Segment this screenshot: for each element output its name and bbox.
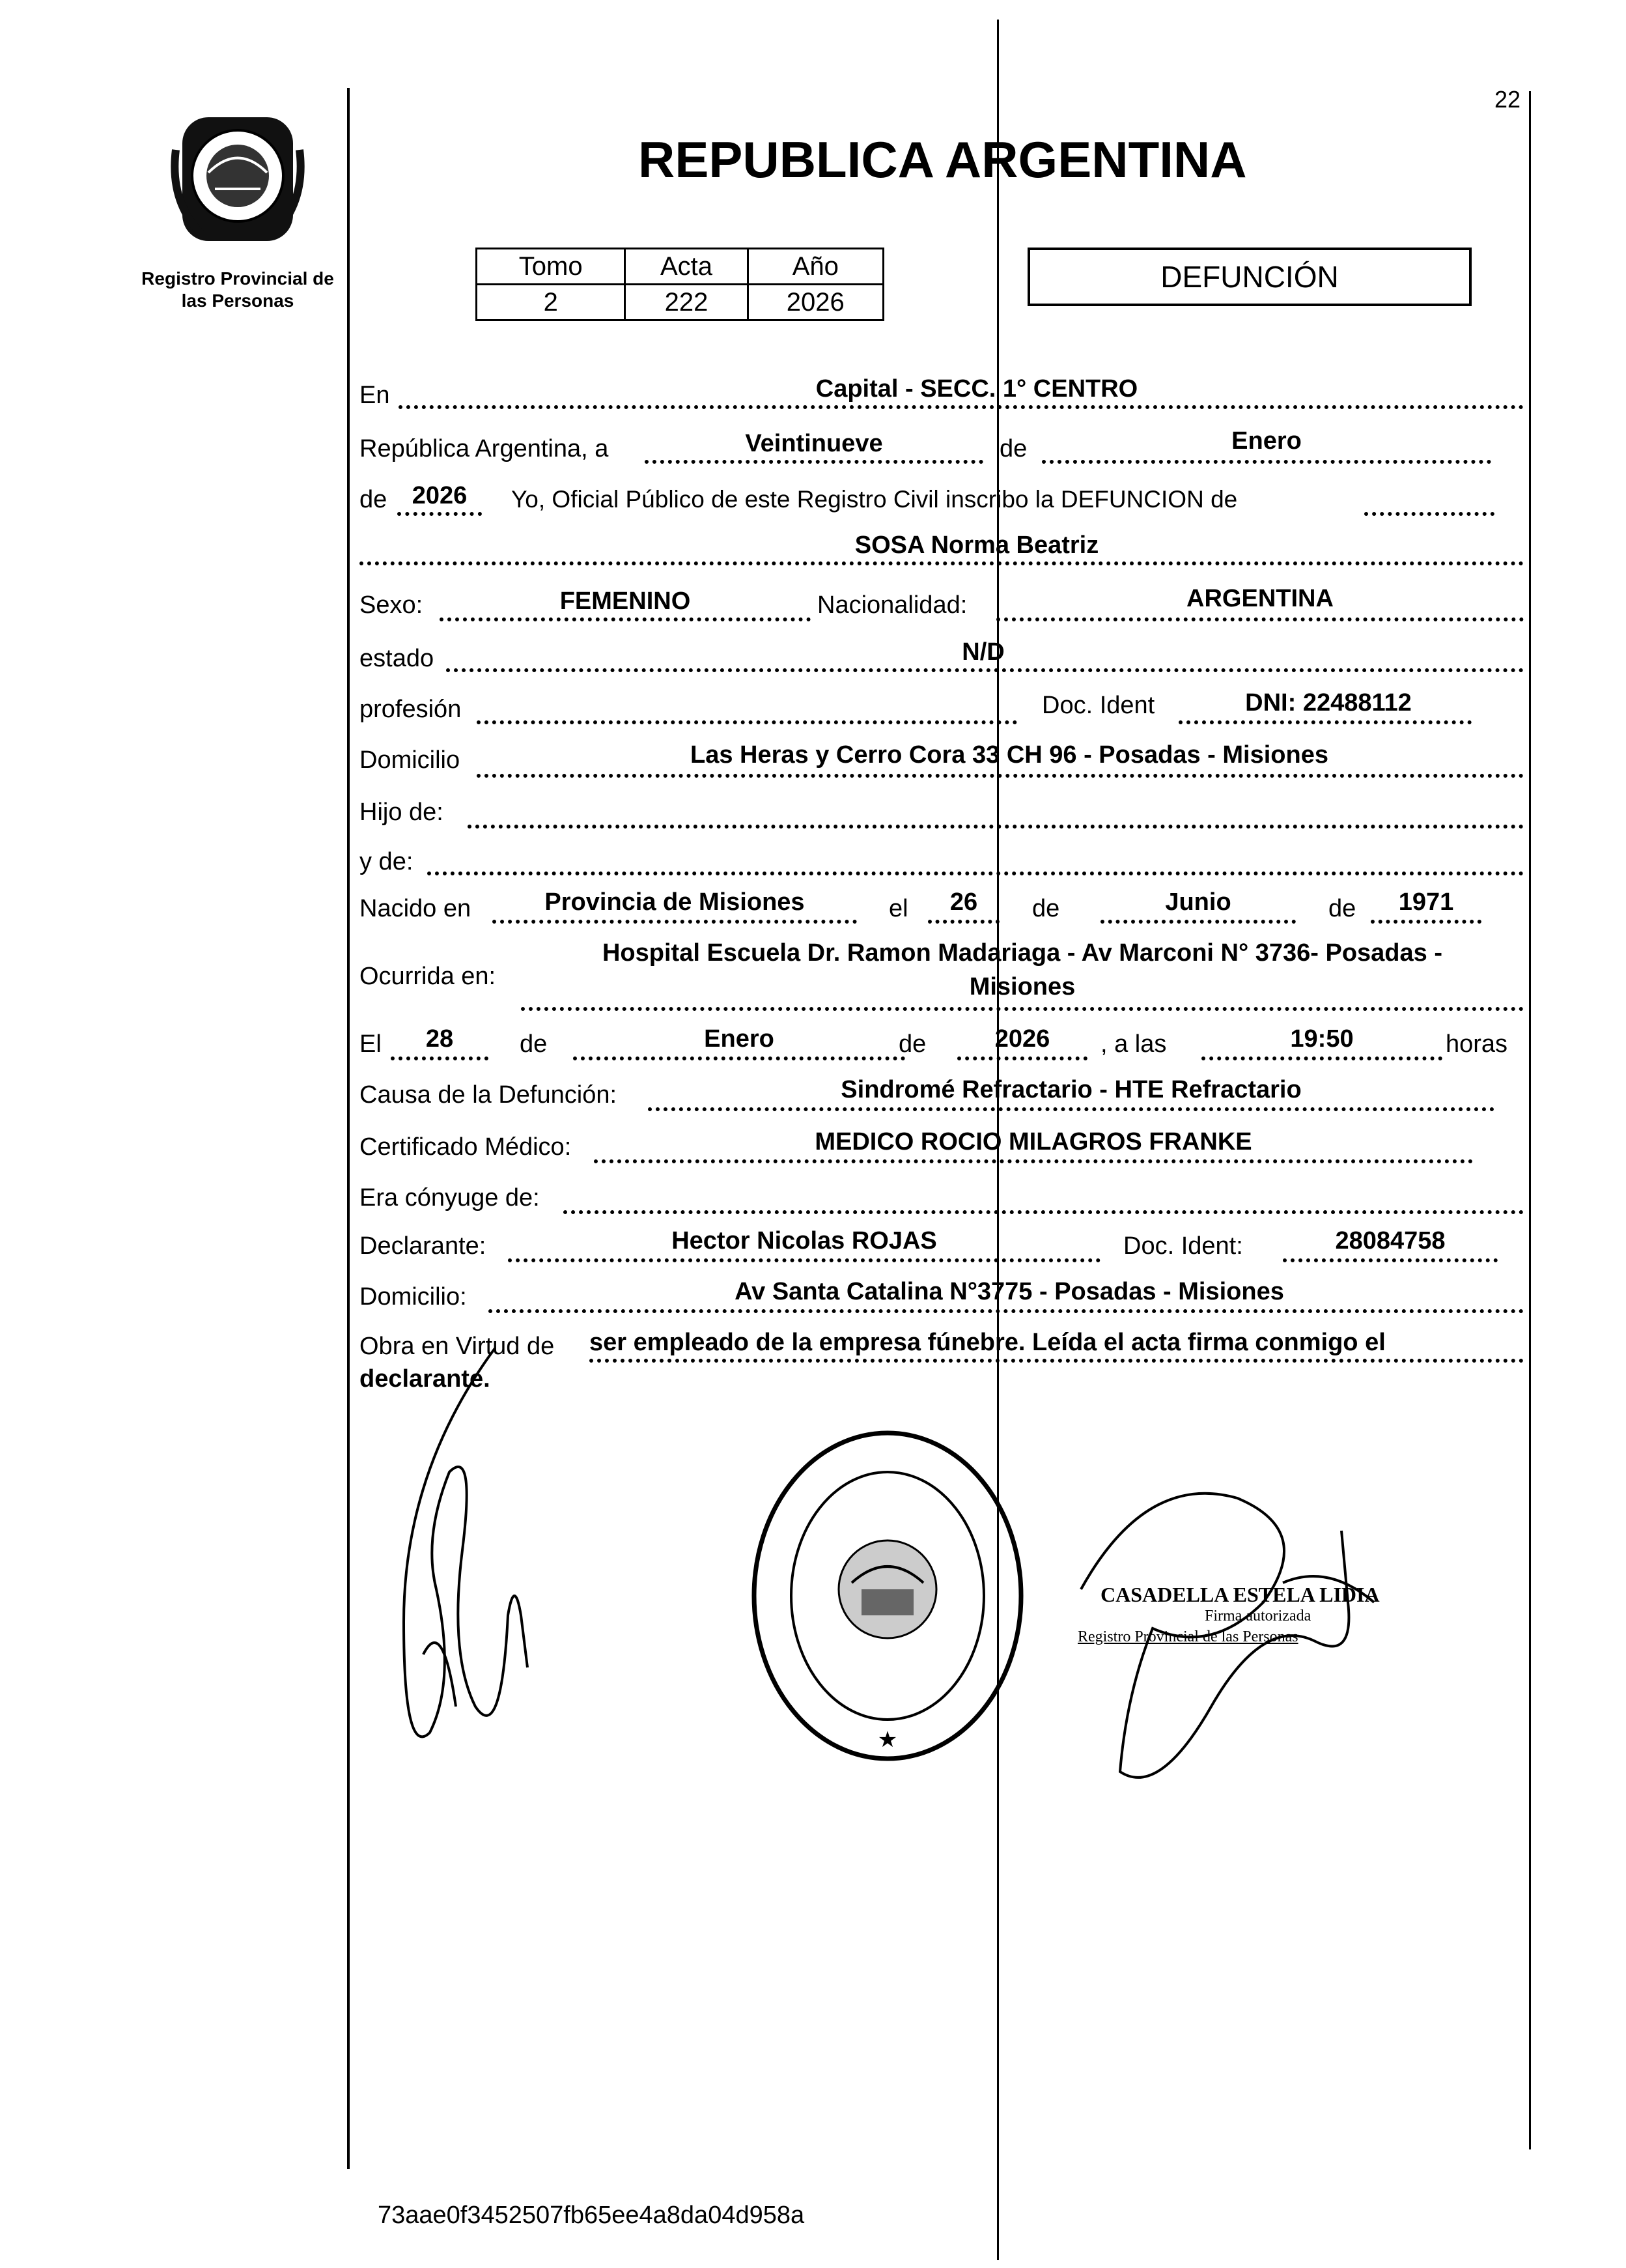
domicilio2-label: Domicilio: xyxy=(359,1283,467,1311)
ocurrida-line1: Hospital Escuela Dr. Ramon Madariaga - Av Marconi N° 3736- Posadas - xyxy=(602,939,1442,967)
nacido-dia-dots xyxy=(928,920,1000,924)
ocurrida-dots xyxy=(521,1007,1524,1011)
ocurrida-label: Ocurrida en: xyxy=(359,963,496,990)
def-hora-dots xyxy=(1201,1056,1442,1060)
nacido-mes: Junio xyxy=(1165,888,1231,916)
el-label: el xyxy=(889,895,908,922)
hijo-label: Hijo de: xyxy=(359,799,443,826)
alas-label: , a las xyxy=(1100,1030,1167,1058)
provincial-seal-logo xyxy=(163,104,313,254)
doc-ident-label: Doc. Ident xyxy=(1042,692,1155,719)
nacionalidad-label: Nacionalidad: xyxy=(817,591,968,619)
right-margin-rule xyxy=(1529,91,1531,2149)
domicilio-label: Domicilio xyxy=(359,746,460,774)
ref-value-tomo: 2 xyxy=(477,285,625,320)
inscribo-text: Yo, Oficial Público de este Registro Civil inscribo la DEFUNCION de xyxy=(511,486,1238,513)
conyuge-label: Era cónyuge de: xyxy=(359,1184,540,1212)
anio-value: 2026 xyxy=(412,482,468,509)
nacido-label: Nacido en xyxy=(359,895,471,922)
en-label: En xyxy=(359,382,390,409)
def-anio: 2026 xyxy=(994,1025,1050,1053)
certificado-label: Certificado Médico: xyxy=(359,1133,572,1161)
sexo-value: FEMENINO xyxy=(559,588,691,615)
causa-dots xyxy=(648,1107,1494,1111)
causa-value: Sindromé Refractario - HTE Refractario xyxy=(841,1076,1302,1103)
obra-dots xyxy=(589,1359,1524,1363)
sexo-dots xyxy=(440,617,811,621)
def-dia: 28 xyxy=(425,1025,454,1053)
nacionalidad-dots xyxy=(996,617,1524,621)
horas-label: horas xyxy=(1446,1030,1508,1058)
mes-dots xyxy=(1042,460,1491,464)
de5-label: de xyxy=(520,1030,548,1058)
official-office: Registro Provincial de las Personas xyxy=(1078,1628,1298,1645)
declarante-dots xyxy=(508,1258,1100,1262)
inscribo-dots xyxy=(1364,512,1494,516)
domicilio2-value: Av Santa Catalina N°3775 - Posadas - Misiones xyxy=(735,1278,1284,1305)
conyuge-dots xyxy=(563,1210,1524,1214)
certificado-value: MEDICO ROCIO MILAGROS FRANKE xyxy=(815,1128,1252,1155)
certificado-dots xyxy=(594,1159,1473,1163)
nacido-lugar: Provincia de Misiones xyxy=(544,888,805,916)
nombre-value: SOSA Norma Beatriz xyxy=(854,532,1099,559)
obra-value-line2: declarante. xyxy=(359,1365,490,1393)
en-dots xyxy=(399,405,1524,409)
nacido-mes-dots xyxy=(1100,920,1296,924)
profesion-label: profesión xyxy=(359,696,462,723)
declarante-label: Declarante: xyxy=(359,1232,486,1260)
obra-value-line1: ser empleado de la empresa fúnebre. Leída el acta firma conmigo el xyxy=(589,1329,1386,1356)
de6-label: de xyxy=(899,1030,927,1058)
registry-stamp xyxy=(748,1426,1028,1765)
causa-label: Causa de la Defunción: xyxy=(359,1081,617,1109)
logo-caption-line2: las Personas xyxy=(181,291,294,311)
nacionalidad-value: ARGENTINA xyxy=(1186,585,1334,612)
profesion-dots xyxy=(477,720,1017,724)
doc-ident2-label: Doc. Ident: xyxy=(1123,1232,1243,1260)
declarant-signature xyxy=(365,1342,534,1798)
mes-value: Enero xyxy=(1231,427,1302,455)
stamp-star: ★ xyxy=(877,1727,898,1753)
document-hash: 73aae0f3452507fb65ee4a8da04d958a xyxy=(378,2202,805,2229)
nacido-anio-dots xyxy=(1371,920,1481,924)
ref-value-acta: 222 xyxy=(625,285,748,320)
doc-ident2-value: 28084758 xyxy=(1335,1227,1446,1254)
ref-header-acta: Acta xyxy=(625,249,748,285)
doc-ident-value: DNI: 22488112 xyxy=(1245,689,1412,716)
domicilio-value: Las Heras y Cerro Cora 33 CH 96 - Posadas - Misiones xyxy=(690,741,1328,769)
left-margin-rule xyxy=(347,88,350,2169)
declarante-value: Hector Nicolas ROJAS xyxy=(671,1227,937,1254)
anio-dots xyxy=(397,512,482,516)
ref-header-anio: Año xyxy=(748,249,883,285)
page-number: 22 xyxy=(1494,86,1521,113)
de4-label: de xyxy=(1328,895,1356,922)
official-role: Firma autorizada xyxy=(1205,1608,1311,1624)
def-mes-dots xyxy=(573,1056,905,1060)
nombre-dots xyxy=(359,561,1524,565)
domicilio-dots xyxy=(477,774,1524,778)
yde-label: y de: xyxy=(359,848,414,875)
de3-label: de xyxy=(1032,895,1060,922)
hijo-dots xyxy=(468,825,1524,829)
yde-dots xyxy=(427,872,1524,875)
sexo-label: Sexo: xyxy=(359,591,423,619)
dia-dots xyxy=(645,460,983,464)
nacido-lugar-dots xyxy=(492,920,857,924)
def-anio-dots xyxy=(957,1056,1087,1060)
de2-label: de xyxy=(359,486,387,513)
def-hora: 19:50 xyxy=(1290,1025,1354,1053)
doc-type-box: DEFUNCIÓN xyxy=(1028,248,1472,306)
nacido-anio: 1971 xyxy=(1398,888,1454,916)
de-label: de xyxy=(1000,435,1028,462)
estado-label: estado xyxy=(359,645,434,672)
estado-dots xyxy=(446,668,1524,672)
ocurrida-line2: Misiones xyxy=(969,973,1076,1000)
doc-ident-dots xyxy=(1179,720,1472,724)
nacido-dia: 26 xyxy=(949,888,978,916)
page-title: REPUBLICA ARGENTINA xyxy=(638,131,1247,188)
en-value: Capital - SECC. 1° CENTRO xyxy=(815,375,1138,403)
republica-label: República Argentina, a xyxy=(359,435,609,462)
def-mes: Enero xyxy=(704,1025,774,1053)
ref-value-anio: 2026 xyxy=(748,285,883,320)
ref-header-tomo: Tomo xyxy=(477,249,625,285)
estado-value: N/D xyxy=(962,638,1005,666)
official-name: CASADELLA ESTELA LIDIA xyxy=(1100,1583,1380,1606)
def-dia-dots xyxy=(391,1056,488,1060)
logo-caption-line1: Registro Provincial de xyxy=(141,268,334,289)
dia-value: Veintinueve xyxy=(745,430,883,457)
ref-table xyxy=(475,248,884,321)
domicilio2-dots xyxy=(488,1309,1524,1313)
obra-label: Obra en Virtud de xyxy=(359,1333,555,1360)
el2-label: El xyxy=(359,1030,382,1058)
doc-ident2-dots xyxy=(1283,1258,1498,1262)
